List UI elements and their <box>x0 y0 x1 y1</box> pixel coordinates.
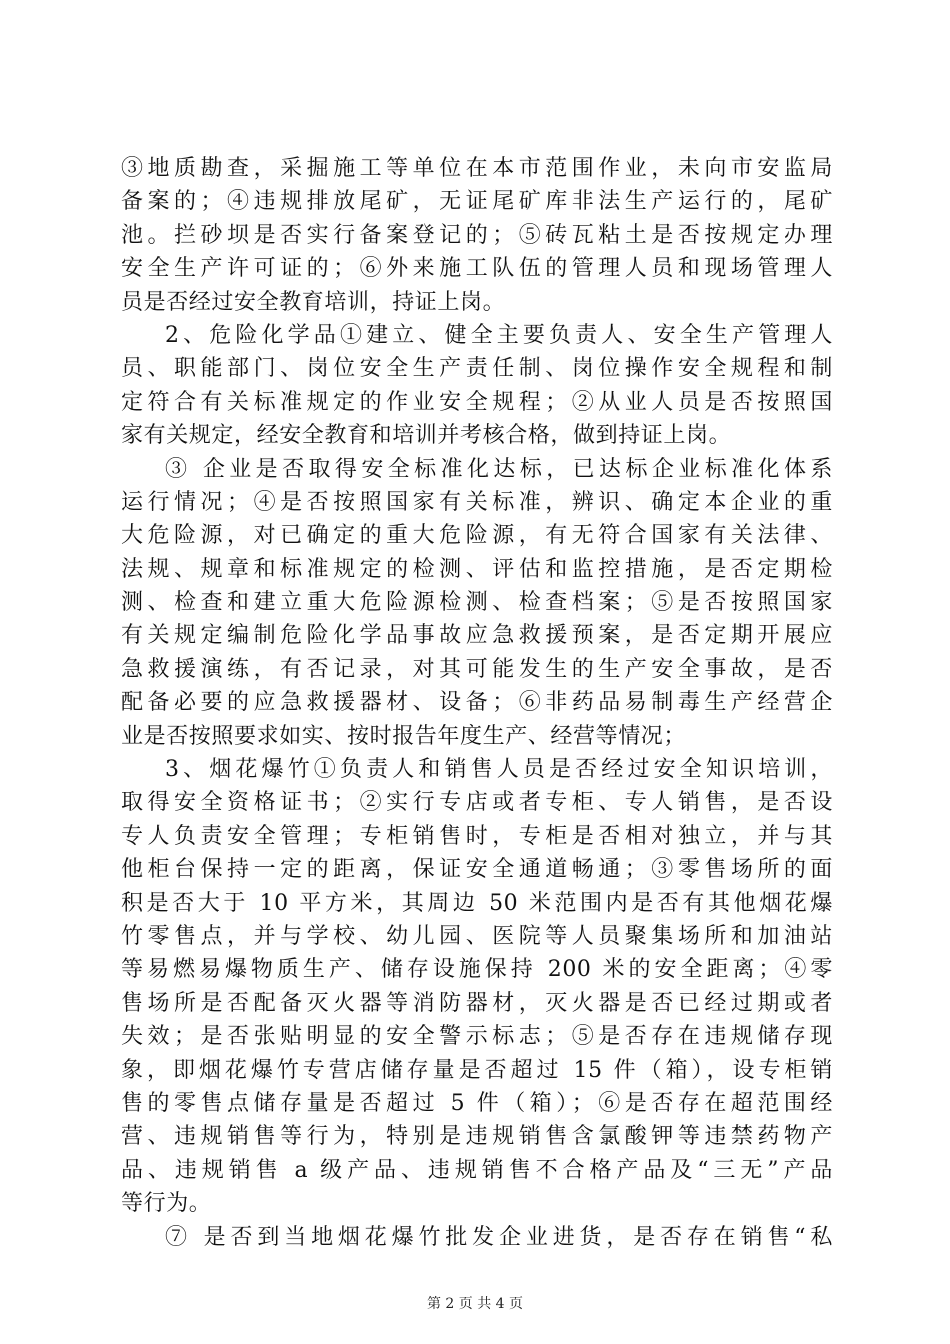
document-body <box>121 152 833 1254</box>
text-line: 运行情况；④是否按照国家有关标准，辨识、确定本企业的重 <box>121 489 833 515</box>
text-line: 2、危险化学品①建立、健全主要负责人、安全生产管理人 <box>165 322 833 348</box>
text-line: 等行为。 <box>121 1191 212 1217</box>
text-line: 业是否按照要求如实、按时报告年度生产、经营等情况； <box>121 723 687 749</box>
text-line: 员、职能部门、岗位安全生产责任制、岗位操作安全规程和制 <box>121 356 833 382</box>
text-line: 定符合有关标准规定的作业安全规程；②从业人员是否按照国 <box>121 389 833 415</box>
text-line: 品、违规销售 a 级产品、违规销售不合格产品及“三无”产品 <box>121 1157 833 1183</box>
text-line: 安全生产许可证的；⑥外来施工队伍的管理人员和现场管理人 <box>121 256 833 282</box>
text-line: 大危险源，对已确定的重大危险源，有无符合国家有关法律、 <box>121 523 833 549</box>
text-line: 备案的；④违规排放尾矿，无证尾矿库非法生产运行的，尾矿 <box>121 189 833 215</box>
text-line: 营、违规销售等行为，特别是违规销售含氯酸钾等违禁药物产 <box>121 1124 833 1150</box>
text-line: 3、烟花爆竹①负责人和销售人员是否经过安全知识培训， <box>165 757 833 783</box>
text-line: 有关规定编制危险化学品事故应急救援预案，是否定期开展应 <box>121 623 833 649</box>
text-line: 配备必要的应急救援器材、设备；⑥非药品易制毒生产经营企 <box>121 690 833 716</box>
text-line: 失效；是否张贴明显的安全警示标志；⑤是否存在违规储存现 <box>121 1024 833 1050</box>
text-line: 售场所是否配备灭火器等消防器材，灭火器是否已经过期或者 <box>121 990 833 1016</box>
text-line: 象，即烟花爆竹专营店储存量是否超过 15 件（箱），设专柜销 <box>121 1057 833 1083</box>
text-line: 竹零售点，并与学校、幼儿园、医院等人员聚集场所和加油站 <box>121 923 833 949</box>
text-line: 专人负责安全管理；专柜销售时，专柜是否相对独立，并与其 <box>121 823 833 849</box>
text-line: 等易燃易爆物质生产、储存设施保持 200 米的安全距离；④零 <box>121 957 833 983</box>
text-line: 积是否大于 10 平方米，其周边 50 米范围内是否有其他烟花爆 <box>121 890 833 916</box>
text-line: 法规、规章和标准规定的检测、评估和监控措施，是否定期检 <box>121 556 833 582</box>
page-footer: 第 2 页 共 4 页 <box>426 1296 524 1312</box>
text-line: 售的零售点储存量是否超过 5 件（箱）；⑥是否存在超范围经 <box>121 1090 833 1116</box>
text-line: ③ 企业是否取得安全标准化达标，已达标企业标准化体系 <box>165 456 833 482</box>
text-line: 他柜台保持一定的距离，保证安全通道畅通；③零售场所的面 <box>121 857 833 883</box>
text-line: 员是否经过安全教育培训，持证上岗。 <box>121 289 506 315</box>
text-line: 测、检查和建立重大危险源检测、检查档案；⑤是否按照国家 <box>121 590 833 616</box>
text-line: 急救援演练，有否记录，对其可能发生的生产安全事故，是否 <box>121 656 833 682</box>
text-line: 取得安全资格证书；②实行专店或者专柜、专人销售，是否设 <box>121 790 833 816</box>
text-line: 家有关规定，经安全教育和培训并考核合格，做到持证上岗。 <box>121 423 732 449</box>
text-line: ⑦ 是否到当地烟花爆竹批发企业进货，是否存在销售“私 <box>165 1224 833 1250</box>
text-line: 池。拦砂坝是否实行备案登记的；⑤砖瓦粘土是否按规定办理 <box>121 222 833 248</box>
text-line: ③地质勘查，采掘施工等单位在本市范围作业，未向市安监局 <box>121 156 833 181</box>
